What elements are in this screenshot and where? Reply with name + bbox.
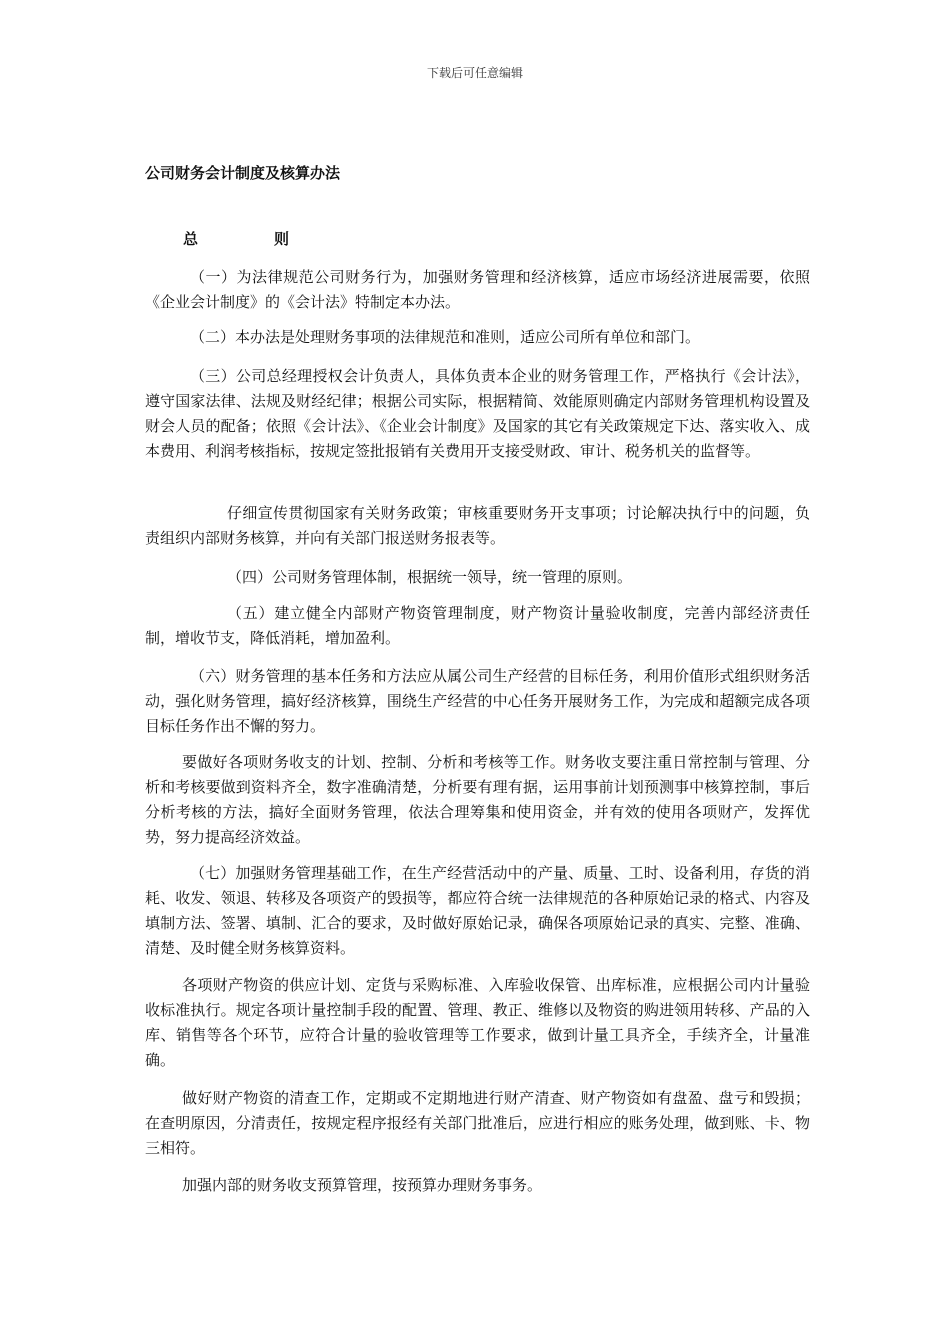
paragraph-5: （四）公司财务管理体制，根据统一领导，统一管理的原则。 [227, 568, 633, 586]
section-heading-char-2: 则 [274, 230, 290, 248]
paragraph-7: （六）财务管理的基本任务和方法应从属公司生产经营的目标任务，利用价值形式组织财务活动，强化财务管理，搞好经济核算，围绕生产经营的中心任务开展财务工作，为完成和超额完成各项目标任务作出不懈的努力。 [145, 667, 810, 735]
paragraph-4: 仔细宣传贯彻国家有关财务政策；审核重要财务开支事项；讨论解决执行中的问题，负责组织内部财务核算，并向有关部门报送财务报表等。 [145, 504, 810, 547]
section-heading [183, 228, 289, 249]
paragraph-10: 各项财产物资的供应计划、定货与采购标准、入库验收保管、出库标准，应根据公司内计量验收标准执行。规定各项计量控制手段的配置、管理、教正、维修以及物资的购进领用转移、产品的入库、销售等各个环节，应符合计量的验收管理等工作要求，做到计量工具齐全，手续齐全，计量准确。 [145, 976, 810, 1069]
document-title: 公司财务会计制度及核算办法 [145, 164, 341, 182]
paragraph-11: 做好财产物资的清查工作，定期或不定期地进行财产清查、财产物资如有盘盈、盘亏和毁损；在查明原因，分清责任，按规定程序报经有关部门批准后，应进行相应的账务处理，做到账、卡、物三相符。 [145, 1089, 810, 1157]
paragraph-2: （二）本办法是处理财务事项的法律规范和准则，适应公司所有单位和部门。 [190, 328, 701, 346]
paragraph-9: （七）加强财务管理基础工作，在生产经营活动中的产量、质量、工时、设备利用，存货的消耗、收发、领退、转移及各项资产的毁损等，都应符合统一法律规范的各种原始记录的格式、内容及填制方法、签署、填制、汇合的要求，及时做好原始记录，确保各项原始记录的真实、完整、准确、清楚、及时健全财务核算资料。 [145, 864, 810, 957]
paragraph-6: （五）建立健全内部财产物资管理制度，财产物资计量验收制度，完善内部经济责任制，增收节支，降低消耗，增加盈利。 [145, 604, 810, 647]
section-heading-char-1: 总 [183, 230, 199, 248]
paragraph-12: 加强内部的财务收支预算管理，按预算办理财务事务。 [182, 1176, 543, 1194]
paragraph-1: （一）为法律规范公司财务行为，加强财务管理和经济核算，适应市场经济进展需要，依照《企业会计制度》的《会计法》特制定本办法。 [145, 268, 810, 311]
paragraph-3: （三）公司总经理授权会计负责人，具体负责本企业的财务管理工作，严格执行《会计法》，遵守国家法律、法规及财经纪律；根据公司实际，根据精简、效能原则确定内部财务管理机构设置及财会人员的配备；依照《会计法》、《企业会计制度》及国家的其它有关政策规定下达、落实收入、成本费用、利润考核指标，按规定签批报销有关费用开支接受财政、审计、税务机关的监督等。 [145, 367, 810, 460]
header-note: 下载后可任意编辑 [426, 66, 523, 80]
paragraph-8: 要做好各项财务收支的计划、控制、分析和考核等工作。财务收支要注重日常控制与管理、分析和考核要做到资料齐全，数字准确清楚，分析要有理有据，运用事前计划预测事中核算控制，事后分析考核的方法，搞好全面财务管理，依法合理筹集和使用资金，并有效的使用各项财产，发挥优势，努力提高经济效益。 [145, 753, 810, 846]
